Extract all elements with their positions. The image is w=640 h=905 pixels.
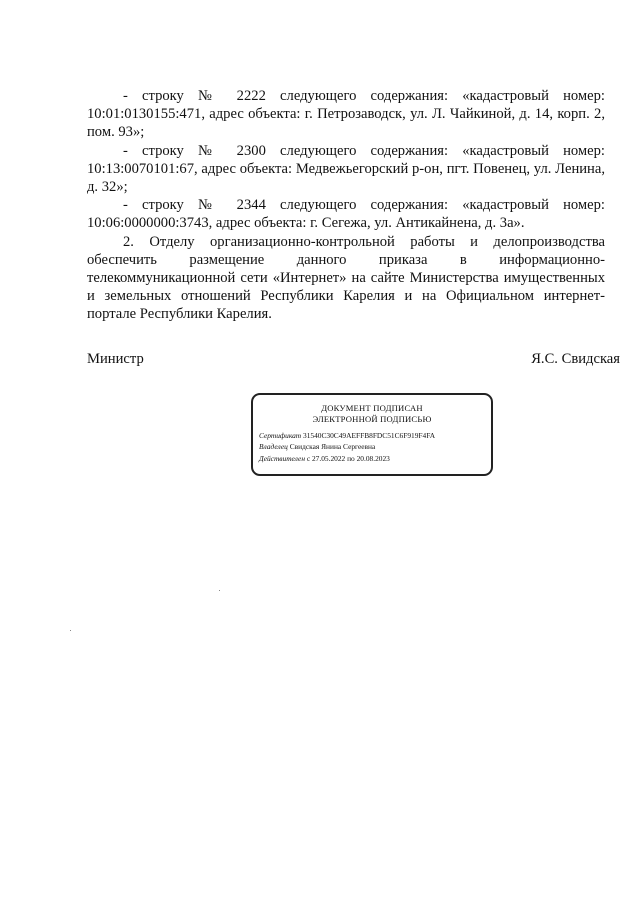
stamp-owner-label: Владелец	[259, 442, 288, 452]
stamp-certificate-row	[259, 430, 491, 441]
scan-speck	[70, 630, 71, 631]
stamp-details	[253, 430, 491, 464]
stamp-owner-value: Свидская Янина Сергеевна	[289, 442, 376, 452]
stamp-title-line-1: ДОКУМЕНТ ПОДПИСАН	[321, 403, 423, 413]
stamp-validity-row	[259, 453, 491, 464]
signer-name: Я.С. Свидская	[531, 351, 620, 367]
stamp-certificate-value: 31540C30C49AEFFB8FDC51C6F919F4FA	[303, 431, 436, 440]
list-item-row-2344: - строку № 2344 следующего содержания: «кадастровый номер: 10:06:0000000:3743, адрес объекта: г. Сегежа, ул. Антикайнена, д. 3а».	[87, 197, 605, 232]
signer-position: Министр	[87, 351, 144, 367]
paragraph-item-2: 2. Отделу организационно-контрольной работы и делопроизводства обеспечить размещение данного приказа в информационно-телекоммуникационной сети «Интернет» на сайте Министерства имущественных и земельных отношений Республики Карелия и на Официальном интернет-портале Республики Карелия.	[87, 233, 605, 323]
stamp-title	[253, 403, 491, 424]
electronic-signature-stamp	[251, 393, 493, 476]
stamp-validity-value: с 27.05.2022 по 20.08.2023	[306, 453, 390, 463]
stamp-certificate-label: Сертификат	[259, 431, 302, 440]
document-body	[87, 87, 605, 324]
scan-speck	[219, 590, 220, 591]
stamp-validity-label: Действителен	[259, 453, 305, 463]
list-item-row-2222: - строку № 2222 следующего содержания: «кадастровый номер: 10:01:0130155:471, адрес объекта: г. Петрозаводск, ул. Л. Чайкиной, д. 14, корп. 2, пом. 93»;	[87, 88, 605, 141]
list-item-row-2300: - строку № 2300 следующего содержания: «кадастровый номер: 10:13:0070101:67, адрес объекта: Медвежьегорский р-он, пгт. Повенец, ул. Ленина, д. 32»;	[87, 142, 605, 196]
stamp-owner-row	[259, 441, 491, 452]
stamp-title-line-2: ЭЛЕКТРОННОЙ ПОДПИСЬЮ	[312, 413, 432, 424]
